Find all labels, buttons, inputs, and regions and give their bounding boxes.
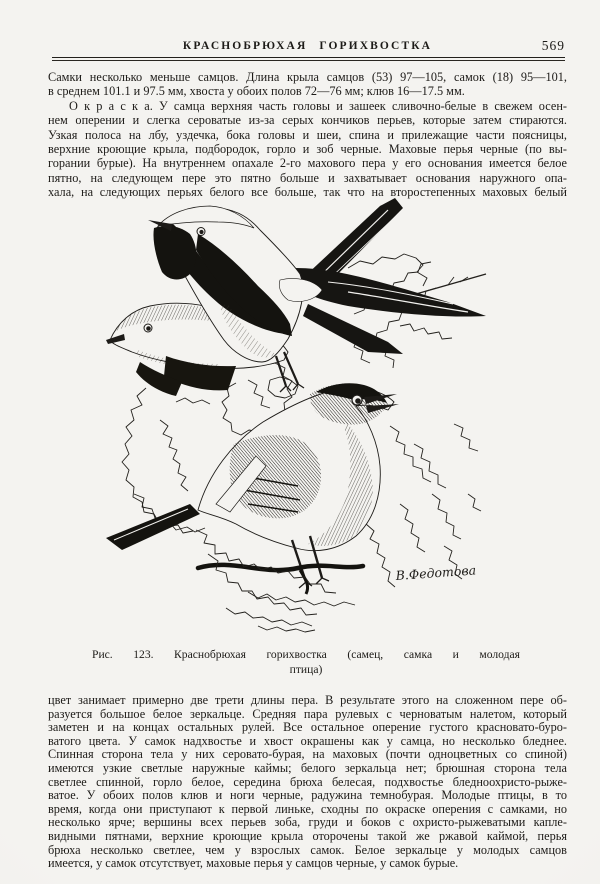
- text-line: Узкая полоса на лбу, уздечка, бока головы и шеи, спина и прилежащие части поясницы,: [48, 127, 567, 142]
- text-line: заметен и на концах остальных рулей. Все остальное оперение густого красновато-буро-: [48, 720, 567, 735]
- running-head-title: КРАСНОБРЮХАЯ ГОРИХВОСТКА: [182, 40, 433, 52]
- bottom-paragraph: [48, 694, 567, 871]
- juvenile-bird: [106, 383, 399, 588]
- top-paragraph: [48, 70, 567, 200]
- header-rule: [52, 57, 565, 61]
- text-line: цвет занимает примерно две трети длины пера. В результате этого на сложенном пере об-: [48, 693, 567, 707]
- text-line: Самки несколько меньше самцов. Длина крыла самцов (53) 97—105, самок (18) 95—101,: [48, 70, 567, 84]
- text-line: ватое. У обоих полов клюв и ноги черные, радужина темнобурая. Молодые птицы, в то: [48, 788, 567, 803]
- text-line: время, когда они приступают к первой линьке, сходны по окраске оперения с самками, но: [48, 801, 567, 816]
- caption-line-2: птица): [289, 662, 323, 676]
- text-line: верхние кроющие крыла, подбородок, горло и зоб черные. Маховые перья черные (по вы-: [48, 142, 567, 157]
- text-line: ватого цвета. У самок надхвостье и хвост окрашены как у самца, но несколько бледнее.: [48, 733, 567, 748]
- text-line: нем оперении и слегка сероватые из-за серых кончиков перьев, которые затем стираются.: [48, 113, 567, 128]
- text-line: горании бурые). На внутреннем опахале 2-го махового пера у его основания имеется белое: [48, 156, 567, 171]
- artist-signature: В.Федотова: [395, 562, 477, 583]
- bird-illustration: [48, 194, 553, 642]
- text-line: хала, на следующих перьях белого все больше, так что на второстепенных маховых белый: [48, 185, 567, 200]
- text-line: видными пятнами, верхние кроющие крыла оторочены такой же ржавой каймой, перья: [48, 828, 567, 843]
- text-line: в среднем 101.1 и 97.5 мм, хвоста у обоих полов 72—76 мм; клюв 16—17.5 мм.: [48, 84, 465, 99]
- page-number: 569: [541, 38, 565, 53]
- text-line: несколько ярче; вершины всех перьев зоба, груди и боков с охристо-рыжеватыми капле-: [48, 815, 567, 830]
- text-line: Спинная сторона тела у них серовато-бурая, на маховых (почти одноцветных со спиной): [48, 747, 567, 762]
- figure-caption: [92, 648, 520, 677]
- text-line: О к р а с к а. У самца верхняя часть головы и зашеек сливочно-белые в свежем осен-: [69, 98, 567, 113]
- text-line: пятно, на следующем пере это пятно больше и захватывает основания наружного опа-: [48, 170, 567, 185]
- text-line: брюха несколько светлее, чем у взрослых самок. Белое зеркальце у молодых самцов: [48, 842, 567, 857]
- text-line: имеются узкие светлые наружные каймы; белого зеркальца нет; брюшная сторона тела: [48, 760, 567, 775]
- text-line: имеется, у самок отсутствует, маховые перья у самцов черные, у самок бурые.: [48, 856, 459, 871]
- text-line: разуется большое белое зеркальце. Средняя пара рулевых с черноватым налетом, который: [48, 706, 567, 721]
- text-line: светлее спинной, горло белое, середина брюха белесая, подхвостье бледноохристо-рыже-: [48, 774, 567, 789]
- caption-line-1: Рис. 123. Краснобрюхая горихвостка (самец, самка и молодая: [92, 648, 520, 661]
